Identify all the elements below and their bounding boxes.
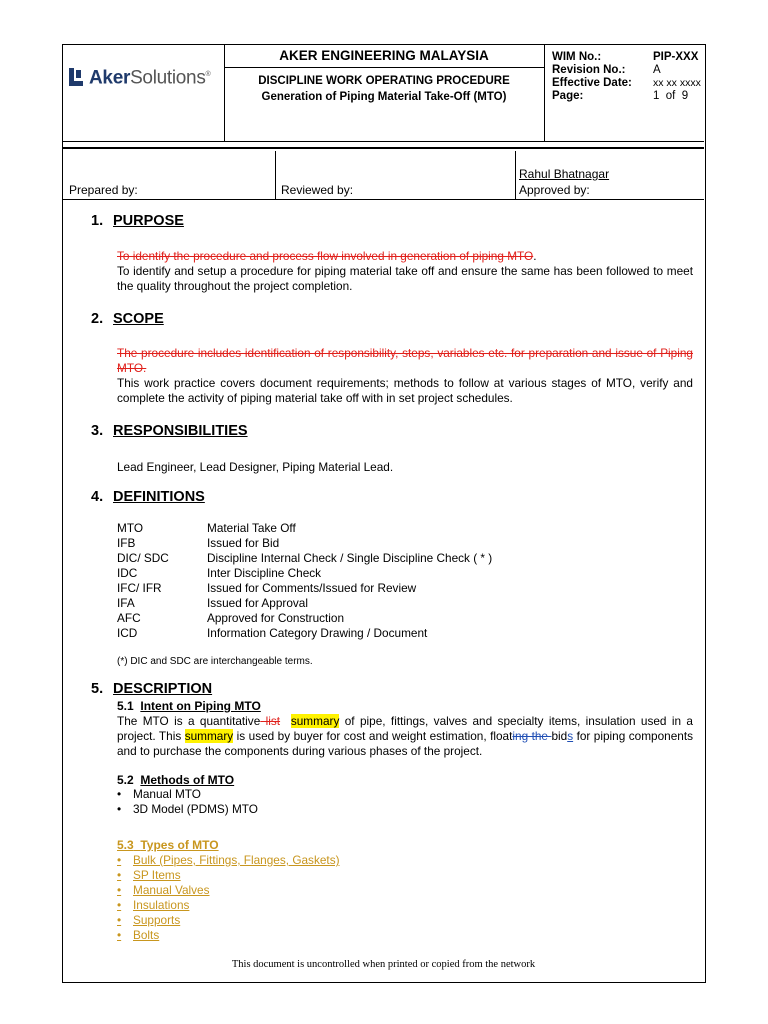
definitions-note: (*) DIC and SDC are interchangeable terms. (117, 656, 313, 667)
subsection-5-1-heading: 5.1 Intent on Piping MTO (117, 699, 261, 713)
responsibilities-text: Lead Engineer, Lead Designer, Piping Material Lead. (117, 460, 394, 474)
document-footer: This document is uncontrolled when printed or copied from the network (231, 959, 536, 970)
section-responsibilities-heading: 3. RESPONSIBILITIES (91, 423, 248, 439)
logo-mark-icon (69, 68, 83, 86)
document-page: AkerSolutions® AKER ENGINEERING MALAYSIA DISCIPLINE WORK OPERATING PROCEDURE Generation of Piping Material Take-Off (MTO) WIM No.: PIP-XXX Revision No.: A Effective Date: xx xx xxxx Page: 1 of 9 Prepared by: Reviewed by: Rahul Bhatnagar Approved by: 1. PURPOSE To identify the procedure and process flow involved in generation of piping MTO. To identify and setup a procedure for piping material take off and ensure the same has been followed to meet the quality throughout the project completion. 2. SCOPE The procedure includes identification of responsibility, steps, variables etc. for preparation and issue of Piping MTO. This work practice covers document requirements; methods to follow at various stages of MTO, verify and complete the activity of piping material take off with in set project schedules. 3. RESPONSIBILITIES Lead Engineer, Lead Designer, Piping Material Lead. 4. DEFINITIONS MTO Material Take Off IFB Issued for Bid DIC/ SDC Discipline Internal Check / Single Discipline Check ( * ) IDC Inter Discipline Check IFC/ IFR Issued for Comments/Issued for Review IFA Issued for Approval AFC Approved for Construction ICD Information Category Drawing / Document (*) DIC and SDC are interchangeable terms. 5. DESCRIPTION 5.1 Intent on Piping MTO The MTO is a quantitative list summary of pipe, fittings, valves and specialty items, insulation used in a project. This summary is used by buyer for cost and weight estimation, floating the bids for piping components and to purchase the components during various phases of the project. 5.2 Methods of MTO • Manual MTO • 3D Model (PDMS) MTO 5.3 Types of MTO • Bulk (Pipes, Fittings, Flanges, Gaskets) • SP Items • Manual Valves • Insulations • Supports • Bolts This document is uncontrolled when printed or copied from the network (62, 44, 706, 983)
intent-text: The MTO is a quantitative list summary of pipe, fittings, valves and specialty items, insulation used in a project. This summary is used by buyer for cost and weight estimation, floating the bids for piping components and to purchase the components during various phases of the project. (117, 714, 694, 758)
header-separator (63, 147, 704, 149)
reviewed-by-cell: Reviewed by: (275, 151, 516, 199)
document-header (63, 45, 704, 142)
deleted-text: To identify the procedure and process flow involved in generation of piping MTO (117, 249, 534, 263)
company-name: AKER ENGINEERING MALAYSIA (224, 45, 544, 68)
section-description-heading: 5. DESCRIPTION (91, 681, 213, 697)
subsection-5-2-heading: 5.2 Methods of MTO (117, 773, 235, 787)
section-scope-heading: 2. SCOPE (91, 311, 164, 327)
approved-by-cell: Rahul Bhatnagar Approved by: (519, 167, 610, 197)
approver-name: Rahul Bhatnagar (519, 167, 610, 181)
logo-text: AkerSolutions® (89, 67, 211, 89)
title-cell (224, 45, 545, 141)
change-bar (62, 580, 63, 594)
logo-cell (63, 45, 225, 141)
change-bar (62, 681, 63, 695)
section-definitions-heading: 4. DEFINITIONS (91, 489, 205, 505)
signature-row (63, 151, 704, 200)
scope-text: The procedure includes identification of responsibility, steps, variables etc. for preparation and issue of Piping MTO. This work practice covers document requirements; methods to follow at various stages of MTO, verify and complete the activity of piping material take off with in set project schedules. (117, 346, 693, 405)
document-title: DISCIPLINE WORK OPERATING PROCEDURE Generation of Piping Material Take-Off (MTO) (258, 75, 510, 103)
prepared-by-cell: Prepared by: (63, 151, 276, 199)
change-bar (62, 838, 63, 948)
purpose-text: To identify the procedure and process flow involved in generation of piping MTO. To identify and setup a procedure for piping material take off and ensure the same has been followed to meet the quality throughout the project completion. (117, 249, 693, 293)
subsection-5-3-heading: 5.3 Types of MTO (117, 838, 219, 852)
deleted-text: The procedure includes identification of responsibility, steps, variables etc. for preparation and issue of Piping MTO. (117, 346, 693, 375)
section-purpose-heading: 1. PURPOSE (91, 213, 184, 229)
change-bar (62, 729, 63, 743)
document-meta: WIM No.: PIP-XXX Revision No.: A Effective Date: xx xx xxxx Page: 1 of 9 (552, 51, 701, 102)
company-logo (69, 65, 210, 88)
change-bar (62, 550, 63, 562)
